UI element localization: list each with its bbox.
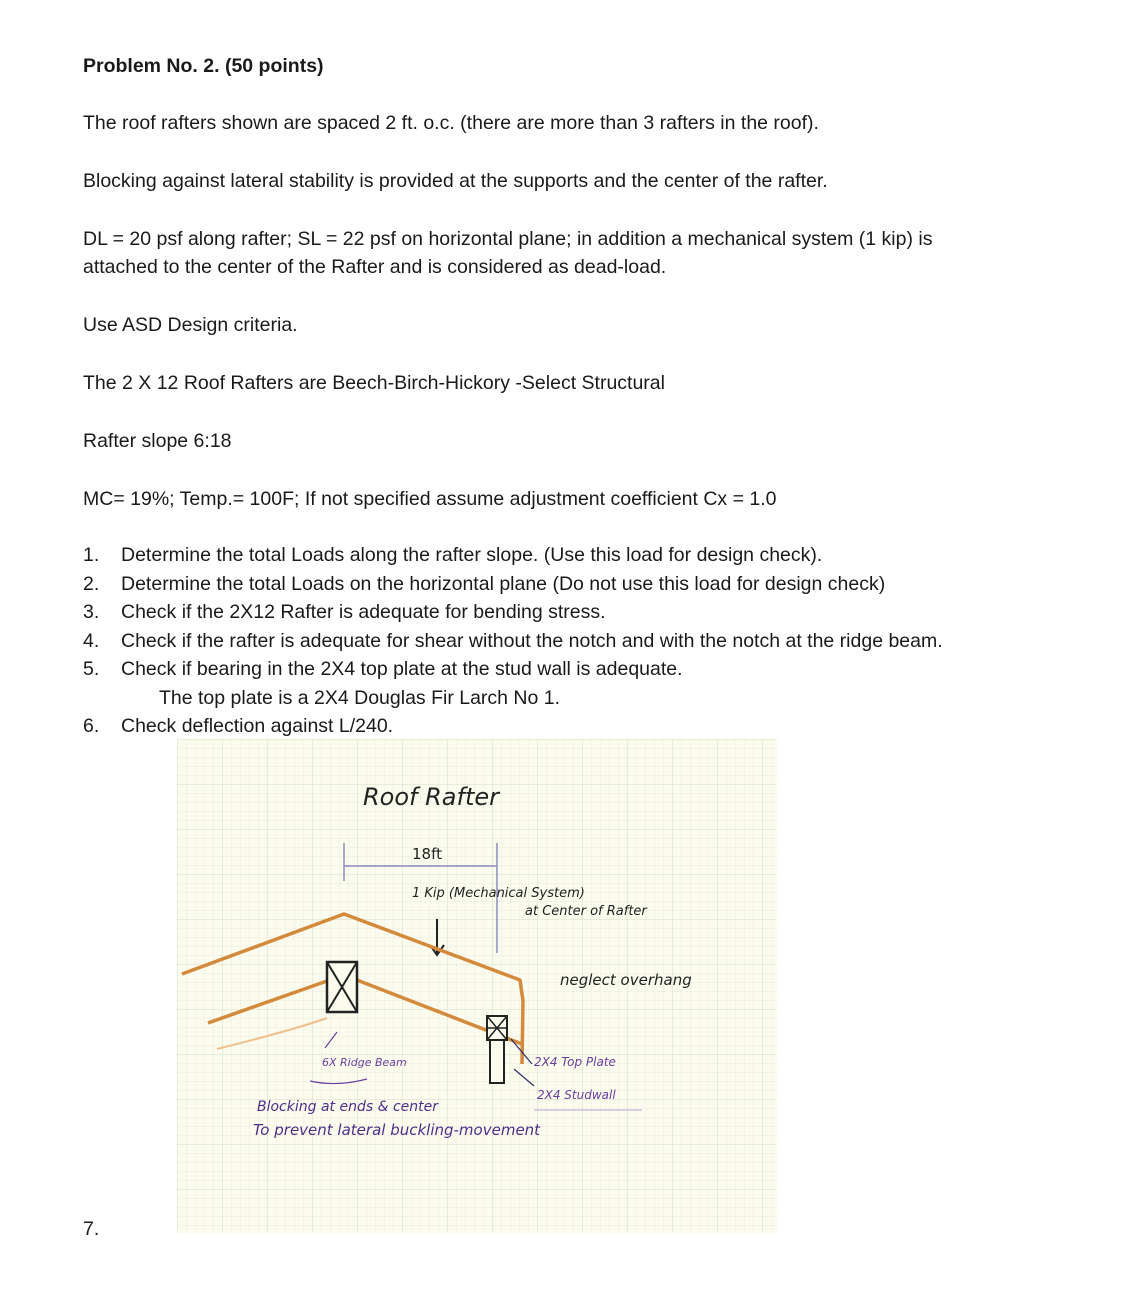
stud-wall-label: 2X4 Studwall: [537, 1088, 616, 1102]
list-number: 3.: [83, 601, 100, 623]
load-location-label: at Center of Rafter: [525, 904, 647, 919]
span-label: 18ft: [412, 845, 442, 863]
list-number: 2.: [83, 572, 100, 595]
paragraph-conditions: MC= 19%; Temp.= 100F; If not specified assume adjustment coefficient Cx = 1.0: [83, 488, 777, 510]
list-text: Check if the 2X12 Rafter is adequate for bending stress.: [121, 601, 606, 623]
paragraph-spacing: The roof rafters shown are spaced 2 ft. o.c. (there are more than 3 rafters in the roof).: [83, 112, 819, 134]
trailing-list-number: 7.: [83, 1218, 100, 1240]
list-text: Determine the total Loads along the rafter slope. (Use this load for design check).: [121, 544, 823, 566]
list-item: [83, 712, 943, 741]
list-text: Check if bearing in the 2X4 top plate at the stud wall is adequate.: [121, 658, 683, 680]
list-text: Check deflection against L/240.: [121, 715, 394, 737]
paragraph-loads-line1: DL = 20 psf along rafter; SL = 22 psf on horizontal plane; in addition a mechanical system (1 kip) is: [83, 228, 933, 250]
list-item: [83, 655, 943, 684]
paragraph-slope: Rafter slope 6:18: [83, 430, 232, 452]
stud-wall: [490, 1040, 504, 1083]
ridge-beam-label: 6X Ridge Beam: [322, 1056, 407, 1069]
sketch-title: Roof Rafter: [363, 783, 499, 811]
task-list: [83, 541, 943, 741]
list-number: 5.: [83, 658, 100, 680]
list-item: [83, 627, 943, 656]
list-item: [83, 598, 943, 627]
problem-title: Problem No. 2. (50 points): [83, 55, 324, 77]
load-label: 1 Kip (Mechanical System): [412, 886, 585, 901]
list-item: [83, 570, 943, 599]
roof-rafter-sketch: [177, 739, 777, 1233]
paragraph-asd: Use ASD Design criteria.: [83, 314, 298, 336]
list-text: Determine the total Loads on the horizontal plane (Do not use this load for design check): [121, 572, 886, 595]
list-number: 1.: [83, 544, 100, 566]
paragraph-blocking: Blocking against lateral stability is provided at the supports and the center of the rafter.: [83, 170, 828, 192]
list-text: Check if the rafter is adequate for shear without the notch and with the notch at the ridge beam.: [121, 629, 943, 652]
blocking-label: Blocking at ends & center: [257, 1099, 439, 1115]
blocking-purpose-label: To prevent lateral buckling-movement: [253, 1121, 541, 1139]
paragraph-loads-line2: attached to the center of the Rafter and is considered as dead-load.: [83, 256, 667, 278]
list-text: The top plate is a 2X4 Douglas Fir Larch No 1.: [159, 686, 561, 709]
list-number: 6.: [83, 715, 100, 737]
list-item: [83, 541, 943, 570]
list-number: 4.: [83, 629, 100, 652]
overhang-note: neglect overhang: [560, 971, 692, 989]
top-plate-label: 2X4 Top Plate: [534, 1055, 616, 1069]
paragraph-material: The 2 X 12 Roof Rafters are Beech-Birch-Hickory -Select Structural: [83, 372, 665, 394]
list-item-continuation: [83, 684, 943, 713]
